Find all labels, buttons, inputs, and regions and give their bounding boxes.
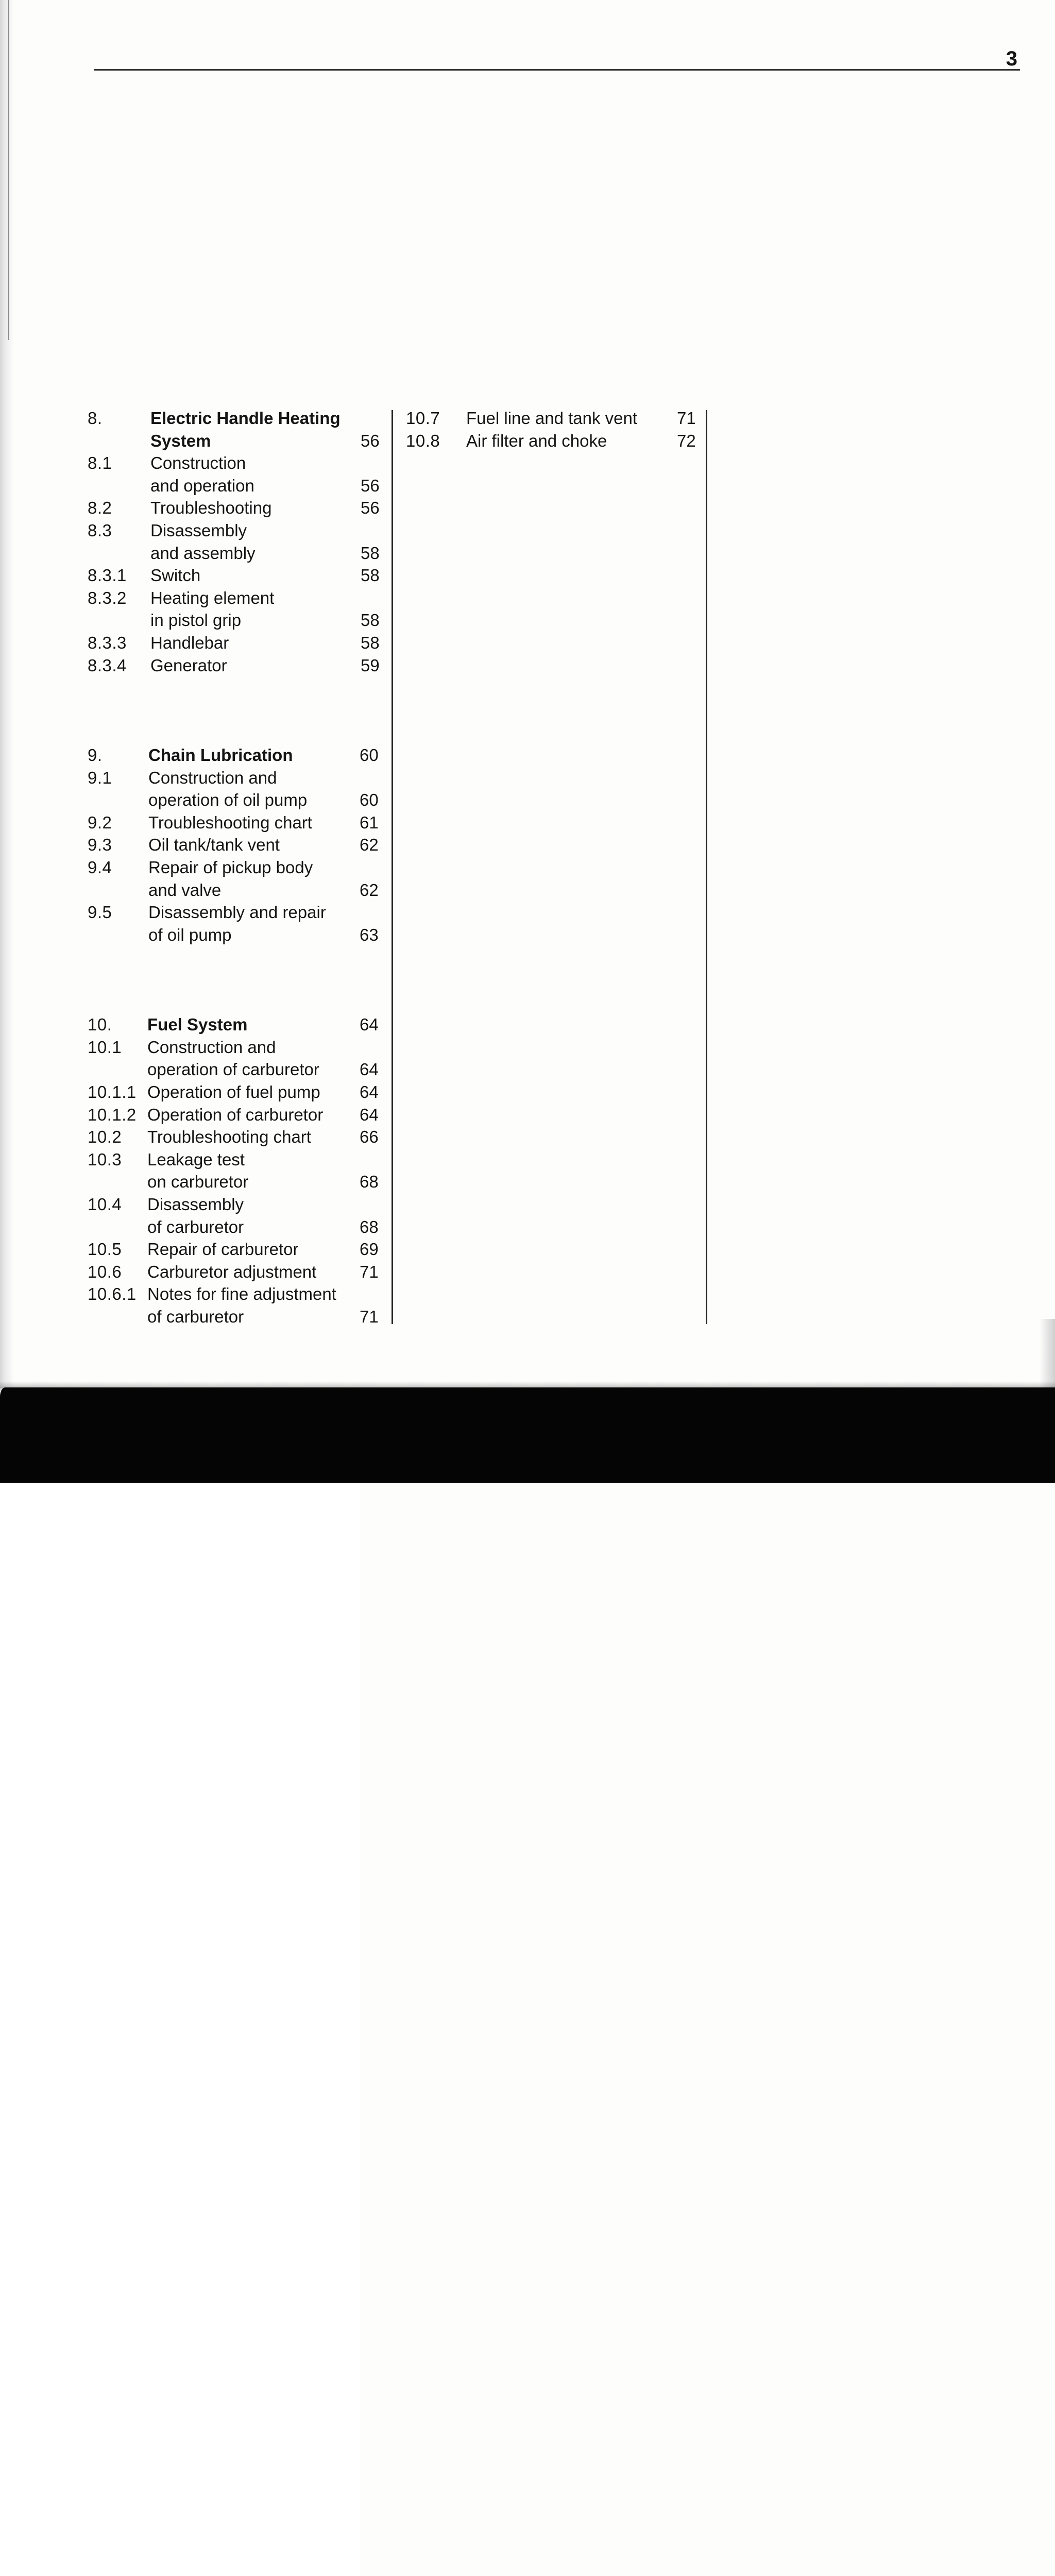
toc-entry-page: 61 (360, 811, 1055, 2294)
toc-entry-title: Carburetor adjustment (147, 1262, 317, 1281)
toc-entry-title: Fuel line and tank vent (466, 409, 638, 428)
toc-entry (0, 430, 1055, 452)
toc-entry-title: on carburetor (147, 1172, 249, 1192)
toc-entry-title: operation of carburetor (147, 1060, 319, 1079)
column-divider-left (392, 410, 393, 1324)
toc-entry-number: 8.2 (88, 498, 112, 518)
toc-entry-title: Construction (150, 453, 246, 473)
toc-chapter-title: Electric Handle Heating (150, 409, 341, 428)
binding-edge-line (8, 0, 9, 340)
toc-entry-number: 10.8 (406, 431, 440, 450)
toc-chapter-title: System (150, 431, 211, 450)
toc-entry-number: 9. (88, 745, 103, 765)
toc-entry-number: 8.3.4 (88, 655, 127, 675)
toc-entry-title: of carburetor (147, 1307, 244, 1326)
toc-entry-page: 58 (361, 632, 1055, 2114)
toc-entry-number: 10.1.2 (88, 1105, 137, 1124)
toc-entry-page: 56 (361, 430, 1055, 1912)
toc-entry-number: 9.3 (88, 835, 112, 855)
toc-entry-page: 58 (361, 564, 1055, 2047)
toc-entry-title: Oil tank/tank vent (148, 835, 280, 855)
toc-entry-title: Troubleshooting chart (147, 1127, 311, 1147)
toc-entry-page: 62 (360, 879, 1055, 2362)
toc-entry (0, 407, 1055, 430)
toc-entry-page: 71 (360, 1261, 1055, 2576)
scan-background-band (0, 1387, 1055, 1483)
toc-entry-page: 68 (360, 1216, 1055, 2576)
toc-entry-title: Air filter and choke (466, 431, 607, 450)
toc-entry-page: 64 (360, 1104, 1055, 2576)
toc-entry-page: 71 (360, 1306, 1055, 2576)
toc-entry-number: 8.3.2 (88, 588, 127, 607)
toc-entry-title: Handlebar (150, 633, 229, 652)
toc-entry-title: Operation of fuel pump (147, 1082, 320, 1101)
toc-entry-page: 69 (360, 1238, 1055, 2576)
toc-entry-title: Generator (150, 655, 227, 675)
toc-entry-title: Construction and (148, 768, 277, 787)
toc-entry-page: 72 (677, 430, 1055, 1912)
toc-entry-number: 10.1.1 (88, 1082, 137, 1101)
toc-chapter-title: Fuel System (147, 1015, 248, 1035)
toc-entry-page: 64 (360, 1081, 1055, 2564)
toc-entry-number: 10.4 (88, 1195, 122, 1214)
toc-entry-page: 66 (360, 1126, 1055, 2576)
toc-entry-page: 60 (360, 789, 1055, 2272)
header-rule (94, 69, 1020, 71)
toc-entry-title: Disassembly and repair (148, 903, 326, 922)
toc-entry-title: and assembly (150, 543, 256, 563)
toc-entry-title: Troubleshooting (150, 498, 272, 518)
toc-entry-number: 8.1 (88, 453, 112, 473)
toc-entry-number: 8.3.3 (88, 633, 127, 652)
toc-entry-number: 8.3.1 (88, 566, 127, 585)
toc-entry-page: 58 (361, 609, 1055, 2092)
toc-entry-title: Troubleshooting chart (148, 812, 312, 832)
toc-entry-title: Repair of carburetor (147, 1240, 299, 1259)
toc-entry-title: Construction and (147, 1037, 276, 1057)
toc-entry-page: 58 (361, 542, 1055, 2025)
page-curl-shadow (1040, 1319, 1055, 1391)
page-number: 3 (1006, 47, 1018, 70)
toc-entry-number: 10.1 (88, 1037, 122, 1057)
toc-entry-title: Operation of carburetor (147, 1105, 324, 1124)
toc-entry-title: Switch (150, 566, 201, 585)
toc-chapter-title: Chain Lubrication (148, 745, 293, 765)
toc-entry-number: 10.6 (88, 1262, 122, 1281)
toc-entry-number: 10.6.1 (88, 1284, 137, 1304)
toc-entry-page: 59 (361, 654, 1055, 2137)
toc-entry-number: 9.2 (88, 812, 112, 832)
toc-entry-page: 60 (360, 744, 1055, 2227)
toc-entry-title: of carburetor (147, 1217, 244, 1236)
toc-entry-title: Disassembly (150, 521, 247, 540)
toc-entry-number: 10.5 (88, 1240, 122, 1259)
toc-entry-number: 8.3 (88, 521, 112, 540)
toc-entry-number: 10.2 (88, 1127, 122, 1147)
toc-entry-page: 71 (677, 407, 1055, 1890)
toc-entry-title: Notes for fine adjustment (147, 1284, 336, 1304)
toc-entry-page: 56 (361, 474, 1055, 1957)
toc-entry-number: 8. (88, 409, 103, 428)
toc-entry-number: 9.4 (88, 858, 112, 877)
toc-entry-page: 56 (361, 497, 1055, 1979)
toc-entry-title: and operation (150, 476, 254, 495)
toc-entry-number: 9.1 (88, 768, 112, 787)
toc-entry-page: 62 (360, 834, 1055, 2316)
toc-entry-title: and valve (148, 880, 222, 900)
toc-entry-title: in pistol grip (150, 611, 242, 630)
toc-entry-title: Leakage test (147, 1149, 245, 1169)
toc-entry-number: 10. (88, 1015, 112, 1035)
toc-entry-number: 10.7 (406, 409, 440, 428)
toc-entry-number: 10.3 (88, 1149, 122, 1169)
toc-entry-title: Heating element (150, 588, 275, 607)
toc-entry-page: 64 (360, 1013, 1055, 2496)
column-divider-right (706, 410, 707, 1324)
toc-entry-title: operation of oil pump (148, 790, 308, 810)
toc-entry-number: 9.5 (88, 903, 112, 922)
toc-entry-title: of oil pump (148, 925, 232, 944)
toc-entry-page: 64 (360, 1058, 1055, 2541)
toc-entry-title: Repair of pickup body (148, 858, 313, 877)
toc-entry-title: Disassembly (147, 1195, 244, 1214)
toc-entry-page: 68 (360, 1171, 1055, 2576)
toc-entry-page: 63 (360, 924, 1055, 2406)
